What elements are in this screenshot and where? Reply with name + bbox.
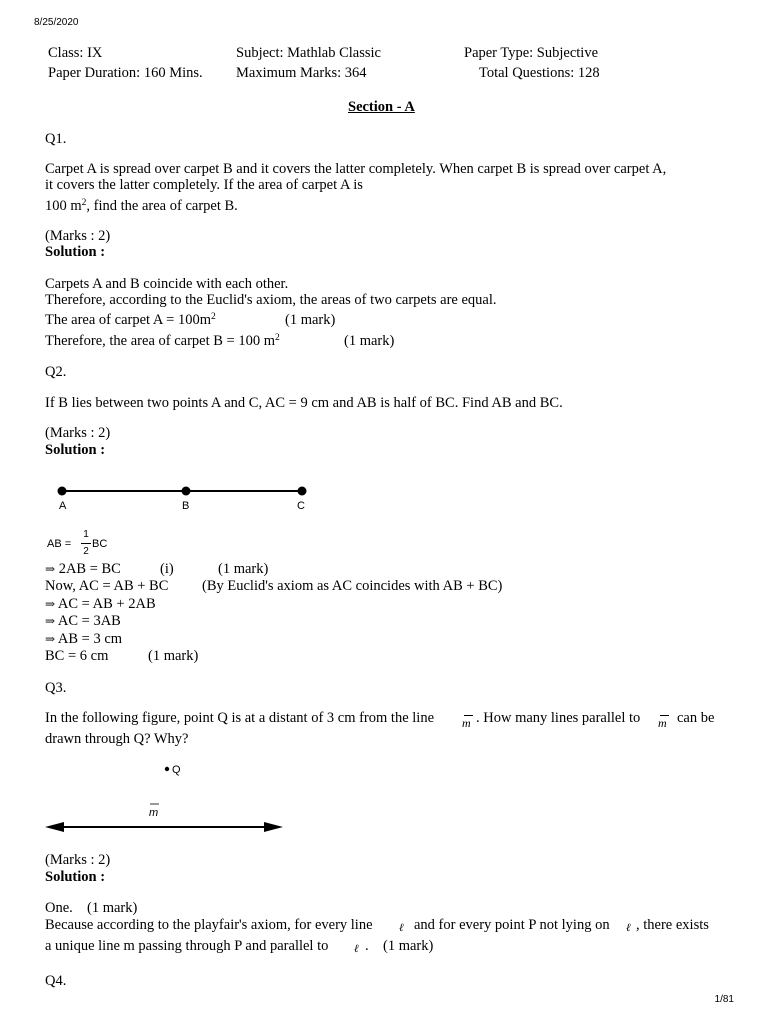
parallel-line-figure <box>40 758 290 840</box>
subject-info: Subject: Mathlab Classic <box>236 45 381 61</box>
q2-step1-ref: (i) <box>160 561 174 577</box>
q3-marks: (Marks : 2) <box>45 852 111 868</box>
q2-text: If B lies between two points A and C, AC = 9 cm and AB is half of BC. Find AB and BC. <box>45 395 563 411</box>
q2-step1: ⇒ 2AB = BC <box>45 561 121 577</box>
fraction-numerator: 1 <box>83 529 89 540</box>
paper-type-info: Paper Type: Subjective <box>464 45 599 61</box>
point-a-dot <box>58 487 67 496</box>
q2-step2-reason: (By Euclid's axiom as AC coincides with AB + BC) <box>202 578 503 594</box>
point-q-dot <box>165 767 169 771</box>
half-formula-lhs: AB = <box>47 538 72 550</box>
implies-icon: ⇒ <box>45 632 56 646</box>
page-number: 1/81 <box>714 994 734 1005</box>
q3-reason2-a: a unique line m passing through P and parallel to <box>45 938 329 954</box>
q3-answer-mark: (1 mark) <box>87 900 138 916</box>
point-a-label: A <box>59 500 67 512</box>
q1-marks: (Marks : 2) <box>45 228 111 244</box>
max-marks-info: Maximum Marks: 364 <box>236 65 367 81</box>
implies-icon: ⇒ <box>45 597 56 611</box>
line-l-symbol: ℓ <box>626 922 631 934</box>
duration-info: Paper Duration: 160 Mins. <box>48 65 203 81</box>
line-l-symbol: ℓ <box>354 943 359 955</box>
half-formula-rhs: BC <box>92 538 108 550</box>
q1-solution-line1: Carpets A and B coincide with each other. <box>45 276 289 292</box>
q2-step2: Now, AC = AB + BC <box>45 578 169 594</box>
q3-text-c: can be <box>677 710 715 726</box>
print-date: 8/25/2020 <box>34 17 79 28</box>
q1-text-line3: 100 $m^2$, find the area of carpet B. <box>45 198 238 214</box>
implies-icon: ⇒ <box>45 562 56 576</box>
total-questions-info: Total Questions: 128 <box>479 65 600 81</box>
line-l-symbol: ℓ <box>399 922 404 934</box>
q1-solution-line2: Therefore, according to the Euclid's axiom, the areas of two carpets are equal. <box>45 292 497 308</box>
point-b-label: B <box>182 500 190 512</box>
q3-number: Q3. <box>45 680 67 696</box>
q3-reason-b: and for every point P not lying on <box>414 917 610 933</box>
section-title: Section - A <box>348 99 415 115</box>
q1-solution-label: Solution : <box>45 244 106 260</box>
fraction-denominator: 2 <box>83 546 89 557</box>
class-info: Class: IX <box>48 45 103 61</box>
line-m-symbol: m <box>462 713 475 729</box>
q1-text-line1: Carpet A is spread over carpet B and it covers the latter completely. When carpet B is spread over carpet A, <box>45 161 667 177</box>
point-b-dot <box>182 487 191 496</box>
q2-number: Q2. <box>45 364 67 380</box>
implies-icon: ⇒ <box>45 614 56 628</box>
q3-answer: One. <box>45 900 73 916</box>
point-c-label: C <box>297 500 305 512</box>
segment-abc-figure <box>40 480 330 516</box>
q2-step6: BC = 6 cm <box>45 648 109 664</box>
q2-step1-mark: (1 mark) <box>218 561 269 577</box>
left-arrowhead-icon <box>45 822 64 832</box>
q1-text-line2: it covers the latter completely. If the area of carpet A is <box>45 177 363 193</box>
q2-marks: (Marks : 2) <box>45 425 111 441</box>
q3-reason-a: Because according to the playfair's axiom, for every line <box>45 917 373 933</box>
q3-reason-c: , there exists <box>636 917 709 933</box>
line-m-label: m <box>149 807 159 819</box>
q3-text-a: In the following figure, point Q is at a distant of 3 cm from the line <box>45 710 435 726</box>
q2-step3: ⇒ AC = AB + 2AB <box>45 596 156 612</box>
q1-solution-line3: The area of carpet $A = 100m^2$ <box>45 312 216 328</box>
q3-solution-label: Solution : <box>45 869 106 885</box>
q2-step4: ⇒ AC = 3AB <box>45 613 121 629</box>
q3-text-b: . How many lines parallel to <box>476 710 641 726</box>
point-q-label: Q <box>172 764 181 776</box>
q2-step5: ⇒ AB = 3 cm <box>45 631 123 647</box>
fraction-bar <box>81 543 91 544</box>
q1-solution-line4-mark: (1 mark) <box>344 333 395 349</box>
point-c-dot <box>298 487 307 496</box>
q4-number: Q4. <box>45 973 67 989</box>
line-m-symbol: m <box>658 713 671 729</box>
q2-step6-mark: (1 mark) <box>148 648 199 664</box>
q3-reason2-mark: (1 mark) <box>383 938 434 954</box>
q1-number: Q1. <box>45 131 67 147</box>
q3-reason2-b: . <box>365 938 369 954</box>
q3-text-line2: drawn through Q? Why? <box>45 731 189 747</box>
q1-solution-line4: Therefore, the area of carpet B = 100 $m^2$ <box>45 333 280 349</box>
q2-solution-label: Solution : <box>45 442 106 458</box>
q1-solution-line3-mark: (1 mark) <box>285 312 336 328</box>
right-arrowhead-icon <box>264 822 283 832</box>
